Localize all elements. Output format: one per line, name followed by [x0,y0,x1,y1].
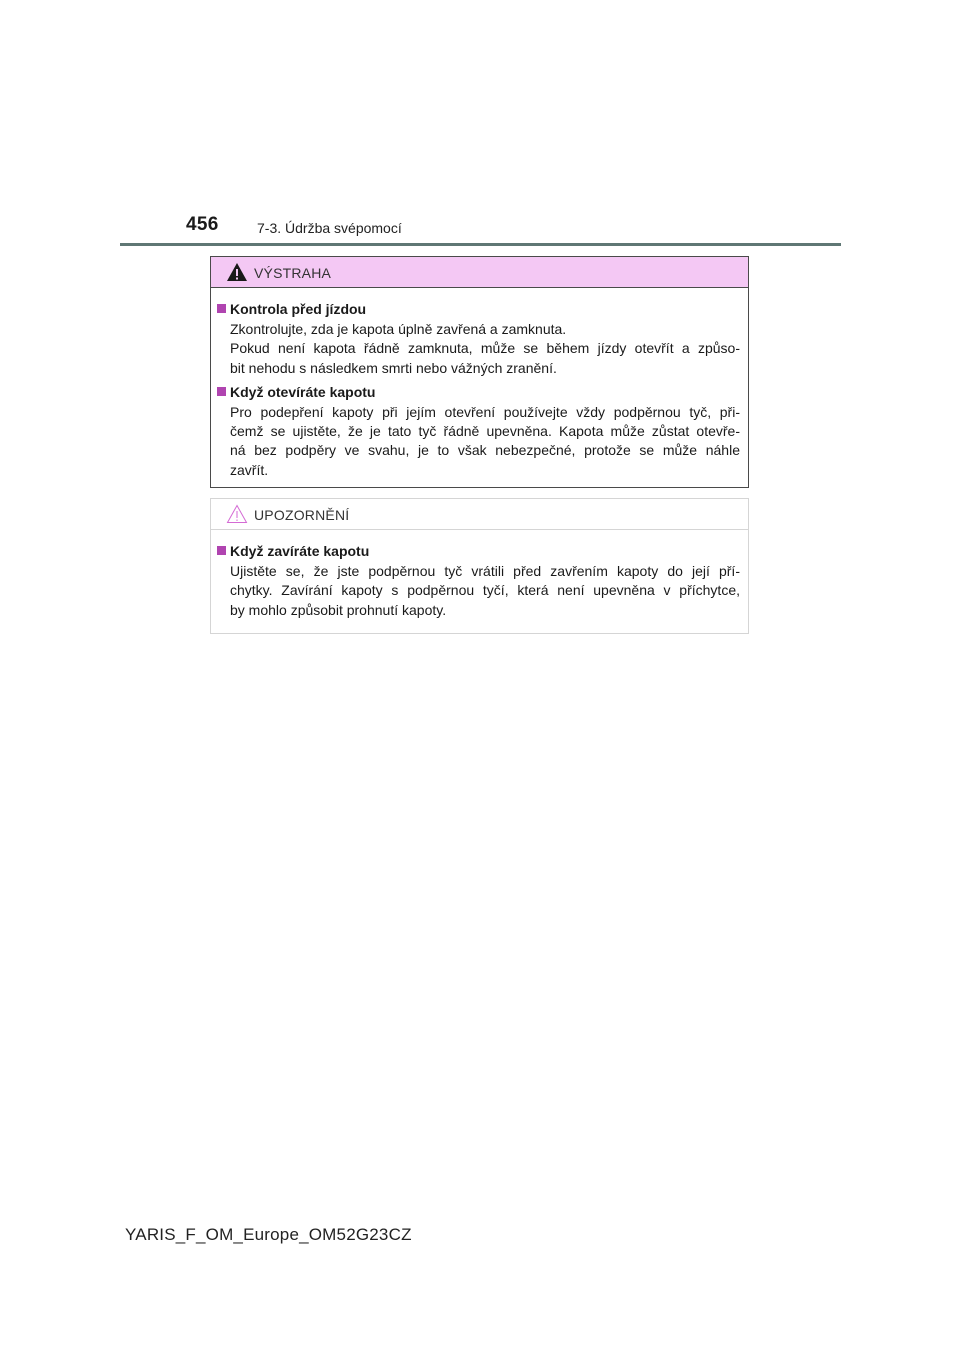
caution-header [211,499,748,530]
warning-item [217,300,740,378]
warning-triangle-icon [226,262,248,282]
warning-box [210,256,749,488]
page-header [0,0,960,250]
text-line: by mohlo způsobit prohnutí kapoty. [230,601,447,618]
text-line: Pokud není kapota řádně zamknuta, může se během jízdy otevřít a způso- [230,340,740,357]
warning-label: VÝSTRAHA [254,265,332,281]
caution-box [210,498,749,634]
document-code: YARIS_F_OM_Europe_OM52G23CZ [125,1225,412,1244]
text-line: chytky. Zavírání kapoty s podpěrnou tyčí, která není upevněna v příchytce, [230,582,740,599]
text-line: ná bez podpěry ve svahu, je to však nebezpečné, protože se může náhle [230,442,740,459]
caution-triangle-icon [226,504,248,524]
text-line: Zkontrolujte, zda je kapota úplně zavřená a zamknuta. [230,321,567,337]
square-bullet-icon [217,387,226,396]
header-divider [120,243,841,246]
text-line: zavřít. [230,461,269,478]
warning-body [211,288,748,480]
caution-label: UPOZORNĚNÍ [254,507,350,523]
text-line: čemž se ujistěte, že je tato tyč řádně upevněna. Kapota může zůstat otevře- [230,423,740,440]
item-title: Kontrola před jízdou [230,301,367,317]
warning-item [217,383,740,480]
section-title: 7-3. Údržba svépomocí [257,220,402,236]
warning-header [211,257,748,288]
caution-item [217,542,740,620]
text-line: Pro podepření kapoty při jejím otevření používejte vždy podpěrnou tyč, při- [230,403,740,420]
item-text [217,320,740,378]
item-text [217,562,740,620]
text-line: bit nehodu s následkem smrti nebo vážných zranění. [230,359,557,376]
text-line: Ujistěte se, že jste podpěrnou tyč vrátili před zavřením kapoty do její pří- [230,563,740,579]
item-title: Když zavíráte kapotu [230,543,370,559]
caution-body [211,530,748,620]
square-bullet-icon [217,304,226,313]
square-bullet-icon [217,546,226,555]
page-number: 456 [186,214,219,235]
item-text [217,403,740,480]
item-title: Když otevíráte kapotu [230,383,376,400]
